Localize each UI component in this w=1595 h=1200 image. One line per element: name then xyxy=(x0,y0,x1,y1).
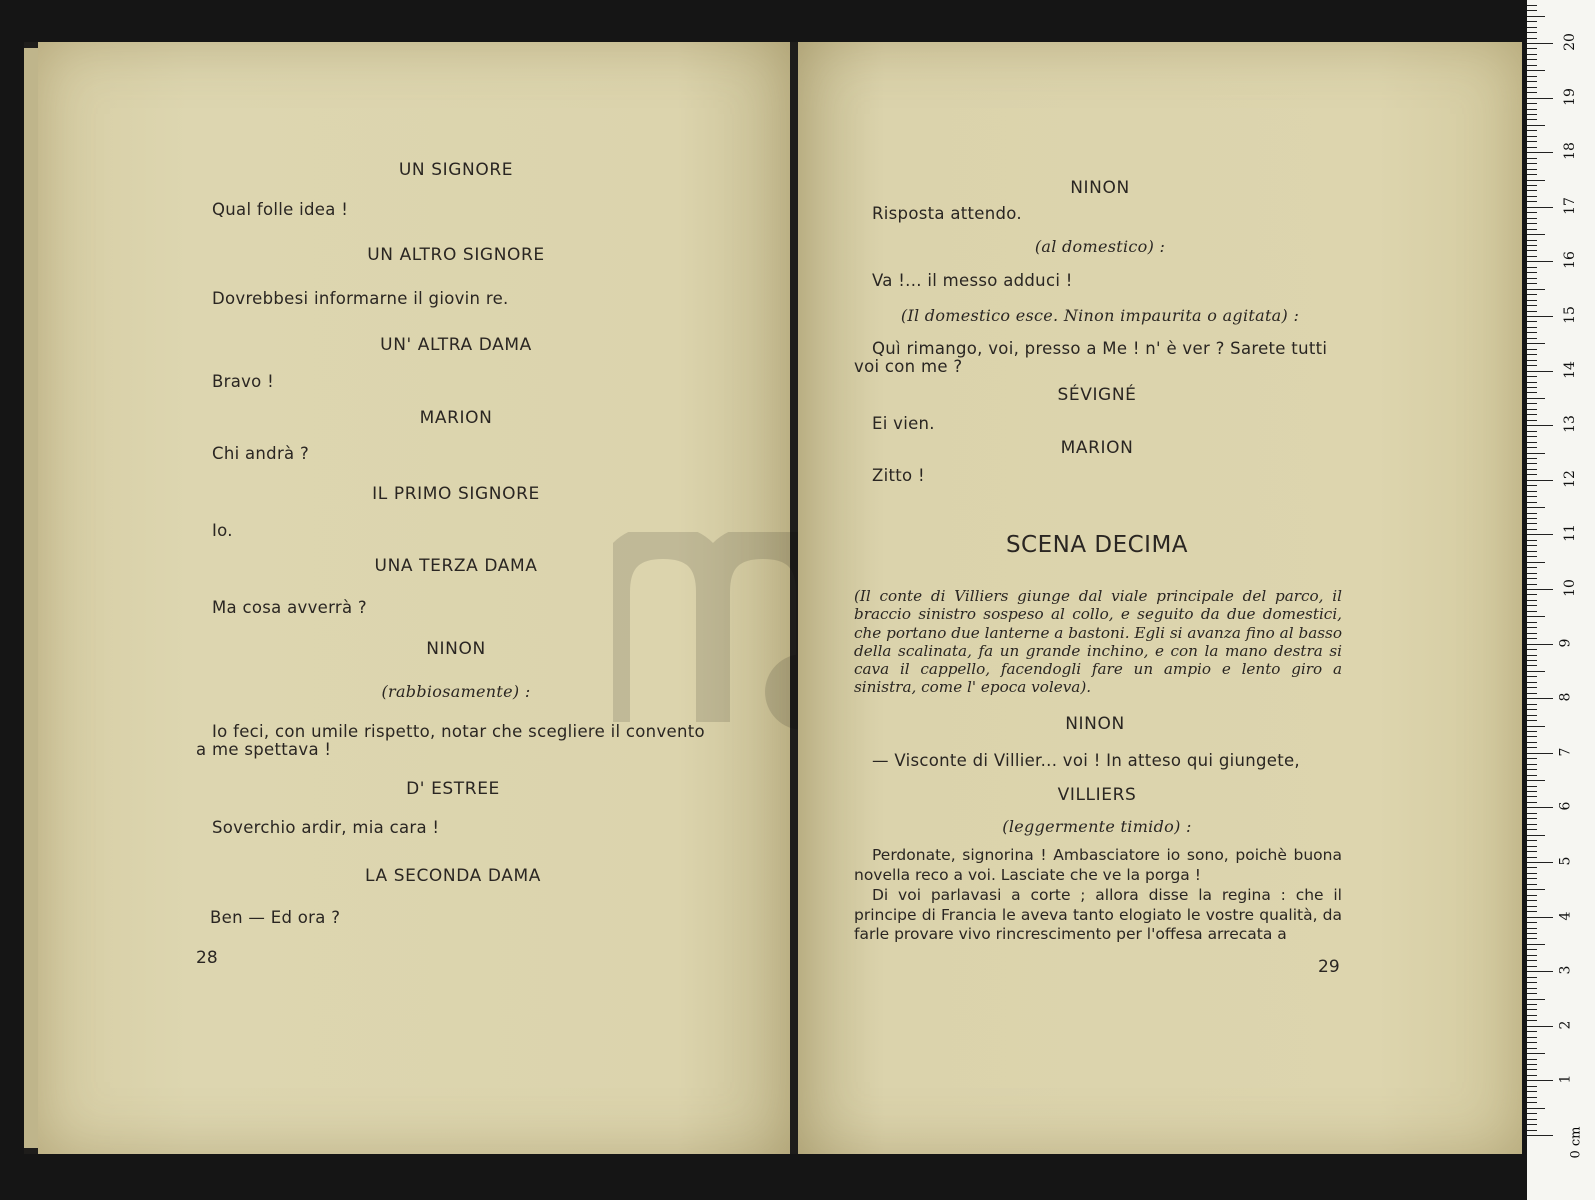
speaker-label: D' ESTREE xyxy=(406,779,500,799)
ruler-label: 19 xyxy=(1561,87,1578,106)
speaker-label: NINON xyxy=(1065,714,1125,734)
ruler-tick xyxy=(1527,174,1537,175)
ruler-tick xyxy=(1527,338,1537,339)
ruler-tick xyxy=(1527,551,1537,552)
ruler-tick xyxy=(1527,240,1537,241)
ruler-tick xyxy=(1527,158,1537,159)
ruler-tick xyxy=(1527,840,1537,841)
ruler-tick xyxy=(1527,966,1537,967)
ruler-tick xyxy=(1527,857,1537,858)
ruler-label: 12 xyxy=(1561,469,1578,488)
ruler-label: 13 xyxy=(1561,415,1578,434)
ruler-tick xyxy=(1527,1015,1537,1016)
ruler-tick xyxy=(1527,141,1537,142)
ruler-tick xyxy=(1527,960,1537,961)
ruler-tick xyxy=(1527,589,1553,590)
measuring-ruler xyxy=(1527,0,1595,1200)
ruler-tick xyxy=(1527,1124,1537,1125)
ruler-tick xyxy=(1527,442,1537,443)
ruler-tick xyxy=(1527,1091,1537,1092)
dialogue-line: Ben — Ed ora ? xyxy=(210,908,341,927)
ruler-tick xyxy=(1527,169,1537,170)
ruler-tick xyxy=(1527,38,1537,39)
ruler-tick xyxy=(1527,731,1537,732)
ruler-tick xyxy=(1527,949,1537,950)
ruler-tick xyxy=(1527,938,1537,939)
ruler-tick xyxy=(1527,447,1537,448)
ruler-tick xyxy=(1527,65,1537,66)
ruler-tick xyxy=(1527,786,1537,787)
ruler-tick xyxy=(1527,1026,1553,1027)
ruler-tick xyxy=(1527,245,1537,246)
ruler-tick xyxy=(1527,119,1537,120)
stage-direction: (leggermente timido) : xyxy=(1002,817,1192,836)
ruler-tick xyxy=(1527,392,1537,393)
stage-direction: (al domestico) : xyxy=(1034,237,1166,256)
ruler-tick xyxy=(1527,1080,1553,1081)
ruler-tick xyxy=(1527,409,1537,410)
ruler-tick xyxy=(1527,802,1537,803)
ruler-tick xyxy=(1527,1108,1545,1109)
dialogue-paragraph: Perdonate, signorina ! Ambasciatore io sono, poichè buona novella reco a voi. Lasciate che ve la porga ! xyxy=(854,846,1342,884)
ruler-tick xyxy=(1527,791,1537,792)
ruler-label: 5 xyxy=(1557,856,1574,866)
ruler-tick xyxy=(1527,180,1545,181)
ruler-tick xyxy=(1527,425,1553,426)
ruler-tick xyxy=(1527,130,1537,131)
ruler-tick xyxy=(1527,982,1537,983)
ruler-tick xyxy=(1527,627,1537,628)
ruler-tick xyxy=(1527,633,1537,634)
ruler-tick xyxy=(1527,207,1553,208)
ruler-tick xyxy=(1527,1075,1537,1076)
ruler-tick xyxy=(1527,655,1537,656)
ruler-tick xyxy=(1527,573,1537,574)
ruler-tick xyxy=(1527,1053,1545,1054)
ruler-tick xyxy=(1527,491,1537,492)
ruler-tick xyxy=(1527,704,1537,705)
ruler-tick xyxy=(1527,747,1537,748)
ruler-tick xyxy=(1527,371,1553,372)
ruler-tick xyxy=(1527,398,1545,399)
ruler-tick xyxy=(1527,507,1545,508)
ruler-tick xyxy=(1527,289,1545,290)
ruler-tick xyxy=(1527,917,1553,918)
ruler-label: 2 xyxy=(1557,1020,1574,1030)
ruler-tick xyxy=(1527,1102,1537,1103)
ruler-label: 14 xyxy=(1561,360,1578,379)
ruler-tick xyxy=(1527,70,1545,71)
ruler-tick xyxy=(1527,693,1537,694)
ruler-tick xyxy=(1527,190,1537,191)
ruler-tick xyxy=(1527,474,1537,475)
dialogue-line: Soverchio ardir, mia cara ! xyxy=(212,818,440,837)
ruler-tick xyxy=(1527,5,1537,6)
ruler-tick xyxy=(1527,540,1537,541)
right-page xyxy=(798,42,1522,1154)
ruler-tick xyxy=(1527,578,1537,579)
ruler-tick xyxy=(1527,327,1537,328)
ruler-tick xyxy=(1527,469,1537,470)
ruler-tick xyxy=(1527,21,1537,22)
ruler-tick xyxy=(1527,1020,1537,1021)
ruler-tick xyxy=(1527,676,1537,677)
ruler-tick xyxy=(1527,54,1537,55)
left-page xyxy=(38,42,790,1154)
dialogue-line: Chi andrà ? xyxy=(212,444,310,463)
ruler-tick xyxy=(1527,906,1537,907)
ruler-tick xyxy=(1527,136,1537,137)
ruler-tick xyxy=(1527,223,1537,224)
ruler-tick xyxy=(1527,431,1537,432)
ruler-tick xyxy=(1527,1009,1537,1010)
ruler-tick xyxy=(1527,780,1545,781)
ruler-tick xyxy=(1527,376,1537,377)
dialogue-line: a me spettava ! xyxy=(196,740,332,759)
ruler-tick xyxy=(1527,305,1537,306)
ruler-tick xyxy=(1527,212,1537,213)
ruler-tick xyxy=(1527,753,1553,754)
ruler-tick xyxy=(1527,10,1537,11)
ruler-tick xyxy=(1527,92,1537,93)
ruler-tick xyxy=(1527,922,1537,923)
ruler-tick xyxy=(1527,436,1537,437)
ruler-tick xyxy=(1527,201,1537,202)
ruler-tick xyxy=(1527,758,1537,759)
ruler-tick xyxy=(1527,387,1537,388)
ruler-label: 7 xyxy=(1557,747,1574,757)
ruler-tick xyxy=(1527,813,1537,814)
dialogue-line: — Visconte di Villier... voi ! In atteso qui giungete, xyxy=(872,751,1300,770)
ruler-tick xyxy=(1527,360,1537,361)
ruler-tick xyxy=(1527,835,1545,836)
ruler-tick xyxy=(1527,272,1537,273)
ruler-tick xyxy=(1527,48,1537,49)
ruler-tick xyxy=(1527,567,1537,568)
ruler-tick xyxy=(1527,545,1537,546)
ruler-tick xyxy=(1527,1069,1537,1070)
ruler-tick xyxy=(1527,382,1537,383)
ruler-tick xyxy=(1527,250,1537,251)
ruler-tick xyxy=(1527,900,1537,901)
open-book xyxy=(24,42,1498,1154)
dialogue-line: Dovrebbesi informarne il giovin re. xyxy=(212,289,509,308)
ruler-tick xyxy=(1527,458,1537,459)
dialogue-line: Risposta attendo. xyxy=(872,204,1022,223)
ruler-tick xyxy=(1527,878,1537,879)
speaker-label: MARION xyxy=(1060,438,1134,458)
speaker-label: UN SIGNORE xyxy=(398,160,514,180)
ruler-tick xyxy=(1527,234,1545,235)
ruler-tick xyxy=(1527,605,1537,606)
dialogue-line: Ma cosa avverrà ? xyxy=(212,598,367,617)
ruler-tick xyxy=(1527,453,1545,454)
ruler-tick xyxy=(1527,928,1537,929)
scene-stage-direction: (Il conte di Villiers giunge dal viale principale del parco, il braccio sinistro sospeso al collo, e seguito da due domestici, che portano due lanterne a bastoni. Egli si avanza fino al basso della scalinata, fa un grande inchino, e con la mano destra si cava il cappello, facendogli fare un ampio e lento giro a sinistra, come l' epoca voleva). xyxy=(854,587,1342,697)
ruler-label: 1 xyxy=(1557,1074,1574,1084)
ruler-tick xyxy=(1527,829,1537,830)
ruler-tick xyxy=(1527,27,1537,28)
ruler-tick xyxy=(1527,769,1537,770)
ruler-tick xyxy=(1527,316,1553,317)
ruler-tick xyxy=(1527,622,1537,623)
ruler-tick xyxy=(1527,1048,1537,1049)
ruler-tick xyxy=(1527,736,1537,737)
ruler-tick xyxy=(1527,862,1553,863)
ruler-tick xyxy=(1527,616,1545,617)
ruler-tick xyxy=(1527,562,1545,563)
ruler-tick xyxy=(1527,109,1537,110)
ruler-label: 17 xyxy=(1561,196,1578,215)
ruler-tick xyxy=(1527,81,1537,82)
ruler-tick xyxy=(1527,611,1537,612)
dialogue-line: voi con me ? xyxy=(854,357,963,376)
ruler-tick xyxy=(1527,993,1537,994)
dialogue-line: Io feci, con umile rispetto, notar che scegliere il convento xyxy=(212,722,705,741)
speaker-label: IL PRIMO SIGNORE xyxy=(372,484,540,504)
ruler-tick xyxy=(1527,999,1545,1000)
ruler-tick xyxy=(1527,147,1537,148)
ruler-tick xyxy=(1527,480,1553,481)
ruler-tick xyxy=(1527,354,1537,355)
ruler-tick xyxy=(1527,218,1537,219)
ruler-tick xyxy=(1527,229,1537,230)
ruler-tick xyxy=(1527,256,1537,257)
ruler-tick xyxy=(1527,1113,1537,1114)
ruler-tick xyxy=(1527,16,1545,17)
ruler-tick xyxy=(1527,556,1537,557)
ruler-tick xyxy=(1527,682,1537,683)
ruler-tick xyxy=(1527,818,1537,819)
dialogue-line: Bravo ! xyxy=(212,372,275,391)
ruler-tick xyxy=(1527,496,1537,497)
ruler-tick xyxy=(1527,332,1537,333)
scene-heading: SCENA DECIMA xyxy=(1005,532,1189,558)
ruler-label: 9 xyxy=(1557,638,1574,648)
ruler-tick xyxy=(1527,261,1553,262)
ruler-tick xyxy=(1527,807,1553,808)
ruler-tick xyxy=(1527,846,1537,847)
ruler-tick xyxy=(1527,76,1537,77)
ruler-tick xyxy=(1527,32,1537,33)
ruler-tick xyxy=(1527,867,1537,868)
ruler-tick xyxy=(1527,529,1537,530)
speaker-label: VILLIERS xyxy=(1057,785,1137,805)
ruler-tick xyxy=(1527,59,1537,60)
ruler-tick xyxy=(1527,267,1537,268)
ruler-tick xyxy=(1527,1059,1537,1060)
ruler-tick xyxy=(1527,742,1537,743)
ruler-tick xyxy=(1527,98,1553,99)
ruler-tick xyxy=(1527,403,1537,404)
ruler-tick xyxy=(1527,671,1545,672)
ruler-tick xyxy=(1527,502,1537,503)
ruler-unit: 0 cm xyxy=(1568,1126,1584,1159)
ruler-tick xyxy=(1527,977,1537,978)
ruler-tick xyxy=(1527,988,1537,989)
ruler-tick xyxy=(1527,971,1553,972)
ruler-tick xyxy=(1527,955,1537,956)
dialogue-line: Io. xyxy=(212,521,233,540)
speaker-label: UNA TERZA DAMA xyxy=(374,556,538,576)
ruler-label: 6 xyxy=(1557,801,1574,811)
ruler-tick xyxy=(1527,1042,1537,1043)
ruler-tick xyxy=(1527,944,1545,945)
ruler-tick xyxy=(1527,638,1537,639)
dialogue-line: Va !... il messo adduci ! xyxy=(872,271,1073,290)
ruler-tick xyxy=(1527,283,1537,284)
ruler-tick xyxy=(1527,1086,1537,1087)
ruler-tick xyxy=(1527,1097,1537,1098)
ruler-tick xyxy=(1527,1004,1537,1005)
ruler-tick xyxy=(1527,513,1537,514)
ruler-tick xyxy=(1527,152,1553,153)
ruler-tick xyxy=(1527,43,1553,44)
speaker-label: UN ALTRO SIGNORE xyxy=(367,245,545,265)
ruler-tick xyxy=(1527,300,1537,301)
ruler-label: 10 xyxy=(1561,579,1578,597)
ruler-tick xyxy=(1527,649,1537,650)
ruler-tick xyxy=(1527,709,1537,710)
ruler-tick xyxy=(1527,687,1537,688)
ruler-tick xyxy=(1527,884,1537,885)
ruler-tick xyxy=(1527,278,1537,279)
page-edge xyxy=(24,48,38,1148)
ruler-tick xyxy=(1527,365,1537,366)
ruler-tick xyxy=(1527,414,1537,415)
ruler-tick xyxy=(1527,775,1537,776)
ruler-tick xyxy=(1527,463,1537,464)
stage-direction: (Il domestico esce. Ninon impaurita o agitata) : xyxy=(900,306,1300,325)
ruler-tick xyxy=(1527,1130,1537,1131)
ruler-tick xyxy=(1527,1064,1537,1065)
ruler-tick xyxy=(1527,163,1537,164)
ruler-label: 8 xyxy=(1557,692,1574,702)
ruler-tick xyxy=(1527,600,1537,601)
speaker-label: SÉVIGNÉ xyxy=(1057,385,1137,405)
ruler-tick xyxy=(1527,933,1537,934)
ruler-tick xyxy=(1527,889,1545,890)
ruler-tick xyxy=(1527,349,1537,350)
page-number: 29 xyxy=(1318,957,1340,977)
speaker-label: LA SECONDA DAMA xyxy=(365,866,541,886)
ruler-tick xyxy=(1527,851,1537,852)
dialogue-line: Ei vien. xyxy=(872,414,935,433)
ruler-tick xyxy=(1527,895,1537,896)
ruler-tick xyxy=(1527,665,1537,666)
ruler-tick xyxy=(1527,873,1537,874)
ruler-tick xyxy=(1527,523,1537,524)
dialogue-line: Quì rimango, voi, presso a Me ! n' è ver ? Sarete tutti xyxy=(872,339,1328,358)
ruler-tick xyxy=(1527,321,1537,322)
ruler-label: 15 xyxy=(1561,306,1578,324)
ruler-tick xyxy=(1527,114,1537,115)
dialogue-line: Zitto ! xyxy=(872,466,925,485)
ruler-tick xyxy=(1527,1031,1537,1032)
ruler-tick xyxy=(1527,726,1545,727)
ruler-label: 4 xyxy=(1557,911,1574,921)
ruler-label: 18 xyxy=(1561,142,1578,161)
ruler-tick xyxy=(1527,824,1537,825)
ruler-tick xyxy=(1527,343,1545,344)
ruler-tick xyxy=(1527,87,1537,88)
speaker-label: NINON xyxy=(1070,178,1130,198)
ruler-tick xyxy=(1527,660,1537,661)
ruler-tick xyxy=(1527,485,1537,486)
ruler-tick xyxy=(1527,644,1553,645)
ruler-label: 16 xyxy=(1561,251,1578,270)
ruler-tick xyxy=(1527,764,1537,765)
ruler-tick xyxy=(1527,185,1537,186)
ruler-tick xyxy=(1527,720,1537,721)
ruler-tick xyxy=(1527,1135,1553,1136)
speaker-label: MARION xyxy=(419,408,493,428)
ruler-label: 20 xyxy=(1561,33,1578,51)
ruler-tick xyxy=(1527,1037,1537,1038)
ruler-tick xyxy=(1527,911,1537,912)
ruler-tick xyxy=(1527,594,1537,595)
ruler-tick xyxy=(1527,196,1537,197)
ruler-tick xyxy=(1527,420,1537,421)
ruler-tick xyxy=(1527,796,1537,797)
ruler-tick xyxy=(1527,584,1537,585)
ruler-tick xyxy=(1527,518,1537,519)
page-number: 28 xyxy=(196,948,218,968)
ruler-tick xyxy=(1527,103,1537,104)
ruler-tick xyxy=(1527,715,1537,716)
ruler-label: 3 xyxy=(1557,965,1574,975)
ruler-label: 11 xyxy=(1561,524,1578,543)
dialogue-paragraph: Di voi parlavasi a corte ; allora disse la regina : che il principe di Francia le aveva tanto elogiato le vostre qualità, da farle provare vivo rincrescimento per l'offesa arrecata a xyxy=(854,886,1342,943)
ruler-tick xyxy=(1527,698,1553,699)
ruler-tick xyxy=(1527,125,1545,126)
speaker-label: UN' ALTRA DAMA xyxy=(380,335,532,355)
ruler-tick xyxy=(1527,311,1537,312)
dialogue-line: Qual folle idea ! xyxy=(212,200,349,219)
ruler-tick xyxy=(1527,534,1553,535)
ruler-tick xyxy=(1527,1119,1537,1120)
ruler-tick xyxy=(1527,294,1537,295)
speaker-label: NINON xyxy=(426,639,486,659)
stage-direction: (rabbiosamente) : xyxy=(381,682,531,701)
